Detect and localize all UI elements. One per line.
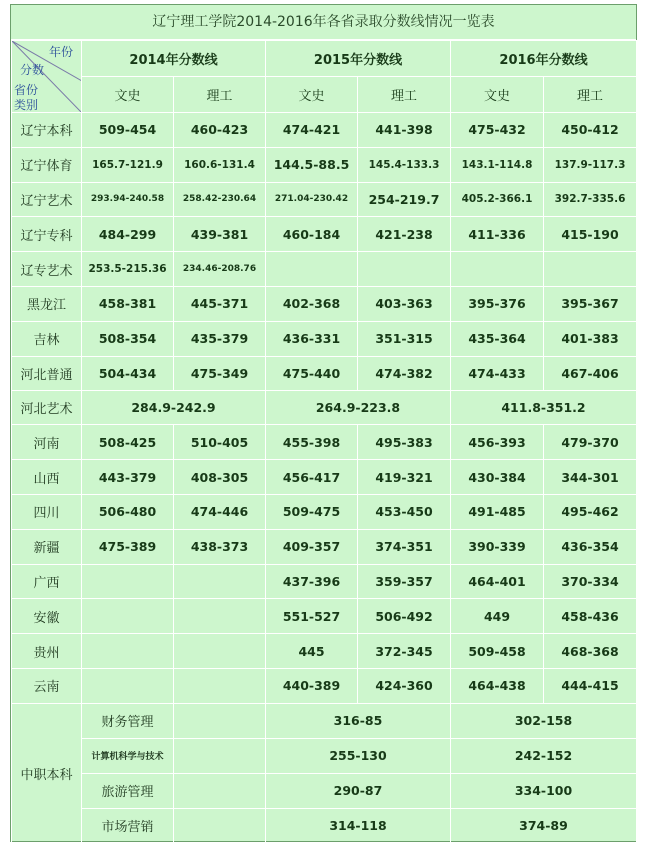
corner-province-label: 省份 [14,83,39,97]
empty-cell [82,599,174,634]
score-cell: 424-360 [358,668,451,703]
score-cell: 234.46-208.76 [174,252,266,287]
score-cell: 443-379 [82,460,174,495]
score-cell: 143.1-114.8 [451,147,544,182]
major-cell: 财务管理 [82,703,174,738]
table-row [12,494,637,529]
subject-header: 文史 [451,77,544,113]
province-cell: 辽宁体育 [12,147,82,182]
score-cell: 464-401 [451,564,544,599]
score-cell: 458-436 [544,599,637,634]
score-table-panel [10,4,637,842]
score-cell: 460-184 [266,217,358,252]
score-cell: 401-383 [544,321,637,356]
score-cell: 474-446 [174,494,266,529]
score-cell: 506-480 [82,494,174,529]
score-cell: 491-485 [451,494,544,529]
score-cell: 293.94-240.58 [82,182,174,217]
score-cell: 258.42-230.64 [174,182,266,217]
score-cell: 242-152 [451,738,637,773]
score-cell: 271.04-230.42 [266,182,358,217]
score-cell: 402-368 [266,286,358,321]
corner-year-label: 年份 [48,45,73,59]
score-cell: 374-89 [451,808,637,843]
score-cell: 475-440 [266,356,358,391]
table-row-zhongzhi [12,773,637,808]
province-cell: 辽专艺术 [12,252,82,287]
score-cell: 165.7-121.9 [82,147,174,182]
table-row [12,425,637,460]
table-row [12,113,637,148]
score-cell: 411.8-351.2 [451,391,637,425]
province-cell: 河南 [12,425,82,460]
table-title: 辽宁理工学院2014-2016年各省录取分数线情况一览表 [11,5,636,40]
corner-category-label: 类别 [14,98,39,112]
empty-cell [82,634,174,669]
empty-cell [174,773,266,808]
empty-cell [82,668,174,703]
score-cell: 314-118 [266,808,451,843]
province-cell: 山西 [12,460,82,495]
subject-header: 文史 [266,77,358,113]
score-cell: 430-384 [451,460,544,495]
score-cell: 344-301 [544,460,637,495]
table-row [12,252,637,287]
score-cell: 290-87 [266,773,451,808]
score-cell: 284.9-242.9 [82,391,266,425]
score-cell: 475-349 [174,356,266,391]
score-cell: 460-423 [174,113,266,148]
score-cell: 468-368 [544,634,637,669]
score-cell: 506-492 [358,599,451,634]
score-cell: 445 [266,634,358,669]
table-row [12,460,637,495]
province-cell-zhongzhi: 中职本科 [12,703,82,843]
table-row-zhongzhi [12,808,637,843]
score-cell: 334-100 [451,773,637,808]
year-header-2014: 2014年分数线 [82,41,266,77]
score-cell: 436-331 [266,321,358,356]
table-row-hebei-art [12,391,637,425]
province-cell: 辽宁艺术 [12,182,82,217]
score-cell: 437-396 [266,564,358,599]
table-row [12,599,637,634]
province-cell: 四川 [12,494,82,529]
score-cell: 372-345 [358,634,451,669]
subject-header: 理工 [358,77,451,113]
empty-cell [174,564,266,599]
empty-cell [174,703,266,738]
table-row [12,217,637,252]
score-cell: 474-421 [266,113,358,148]
score-cell: 450-412 [544,113,637,148]
score-cell: 449 [451,599,544,634]
table-row [12,668,637,703]
empty-cell [174,634,266,669]
score-cell: 495-383 [358,425,451,460]
table-row [12,182,637,217]
score-cell: 495-462 [544,494,637,529]
table-row-zhongzhi [12,703,637,738]
province-cell: 河北普通 [12,356,82,391]
score-cell: 456-417 [266,460,358,495]
empty-cell [266,252,358,287]
score-cell: 458-381 [82,286,174,321]
score-cell: 474-382 [358,356,451,391]
table-row [12,634,637,669]
subject-header: 理工 [174,77,266,113]
score-cell: 435-364 [451,321,544,356]
score-cell: 405.2-366.1 [451,182,544,217]
score-cell: 395-376 [451,286,544,321]
score-table [11,40,637,844]
score-cell: 440-389 [266,668,358,703]
score-cell: 444-415 [544,668,637,703]
score-cell: 464-438 [451,668,544,703]
corner-header [12,41,82,113]
score-cell: 254-219.7 [358,182,451,217]
score-cell: 504-434 [82,356,174,391]
table-row [12,564,637,599]
subject-header-row [12,77,637,113]
score-cell: 403-363 [358,286,451,321]
score-cell: 255-130 [266,738,451,773]
empty-cell [174,599,266,634]
table-row [12,321,637,356]
score-cell: 316-85 [266,703,451,738]
score-cell: 419-321 [358,460,451,495]
score-cell: 302-158 [451,703,637,738]
score-cell: 475-389 [82,529,174,564]
score-cell: 264.9-223.8 [266,391,451,425]
score-cell: 508-425 [82,425,174,460]
score-cell: 445-371 [174,286,266,321]
score-cell: 351-315 [358,321,451,356]
empty-cell [174,808,266,843]
score-cell: 509-458 [451,634,544,669]
major-cell: 市场营销 [82,808,174,843]
score-cell: 421-238 [358,217,451,252]
province-cell: 广西 [12,564,82,599]
province-cell: 云南 [12,668,82,703]
score-cell: 144.5-88.5 [266,147,358,182]
score-cell: 479-370 [544,425,637,460]
score-cell: 435-379 [174,321,266,356]
score-cell: 408-305 [174,460,266,495]
score-cell: 374-351 [358,529,451,564]
score-cell: 160.6-131.4 [174,147,266,182]
score-cell: 439-381 [174,217,266,252]
score-cell: 475-432 [451,113,544,148]
province-cell: 辽宁本科 [12,113,82,148]
score-cell: 415-190 [544,217,637,252]
subject-header: 文史 [82,77,174,113]
score-cell: 436-354 [544,529,637,564]
province-cell: 贵州 [12,634,82,669]
score-cell: 392.7-335.6 [544,182,637,217]
score-cell: 441-398 [358,113,451,148]
province-cell: 安徽 [12,599,82,634]
subject-header: 理工 [544,77,637,113]
score-cell: 438-373 [174,529,266,564]
score-cell: 145.4-133.3 [358,147,451,182]
major-cell: 计算机科学与技术 [82,738,174,773]
score-cell: 253.5-215.36 [82,252,174,287]
table-row [12,286,637,321]
province-cell: 吉林 [12,321,82,356]
score-cell: 509-454 [82,113,174,148]
score-cell: 551-527 [266,599,358,634]
table-row [12,529,637,564]
score-cell: 508-354 [82,321,174,356]
score-cell: 409-357 [266,529,358,564]
score-cell: 484-299 [82,217,174,252]
score-cell: 395-367 [544,286,637,321]
score-cell: 453-450 [358,494,451,529]
score-cell: 455-398 [266,425,358,460]
province-cell: 新疆 [12,529,82,564]
score-cell: 411-336 [451,217,544,252]
score-cell: 474-433 [451,356,544,391]
empty-cell [174,738,266,773]
table-row-zhongzhi [12,738,637,773]
score-cell: 390-339 [451,529,544,564]
table-row [12,147,637,182]
empty-cell [174,668,266,703]
year-header-2015: 2015年分数线 [266,41,451,77]
score-cell: 509-475 [266,494,358,529]
empty-cell [82,564,174,599]
year-header-row [12,41,637,77]
score-cell: 510-405 [174,425,266,460]
year-header-2016: 2016年分数线 [451,41,637,77]
province-cell: 河北艺术 [12,391,82,425]
score-cell: 370-334 [544,564,637,599]
score-cell: 467-406 [544,356,637,391]
corner-score-label: 分数 [20,63,45,77]
empty-cell [358,252,451,287]
empty-cell [451,252,544,287]
empty-cell [544,252,637,287]
score-cell: 359-357 [358,564,451,599]
province-cell: 黑龙江 [12,286,82,321]
table-row [12,356,637,391]
province-cell: 辽宁专科 [12,217,82,252]
major-cell: 旅游管理 [82,773,174,808]
score-cell: 456-393 [451,425,544,460]
score-cell: 137.9-117.3 [544,147,637,182]
